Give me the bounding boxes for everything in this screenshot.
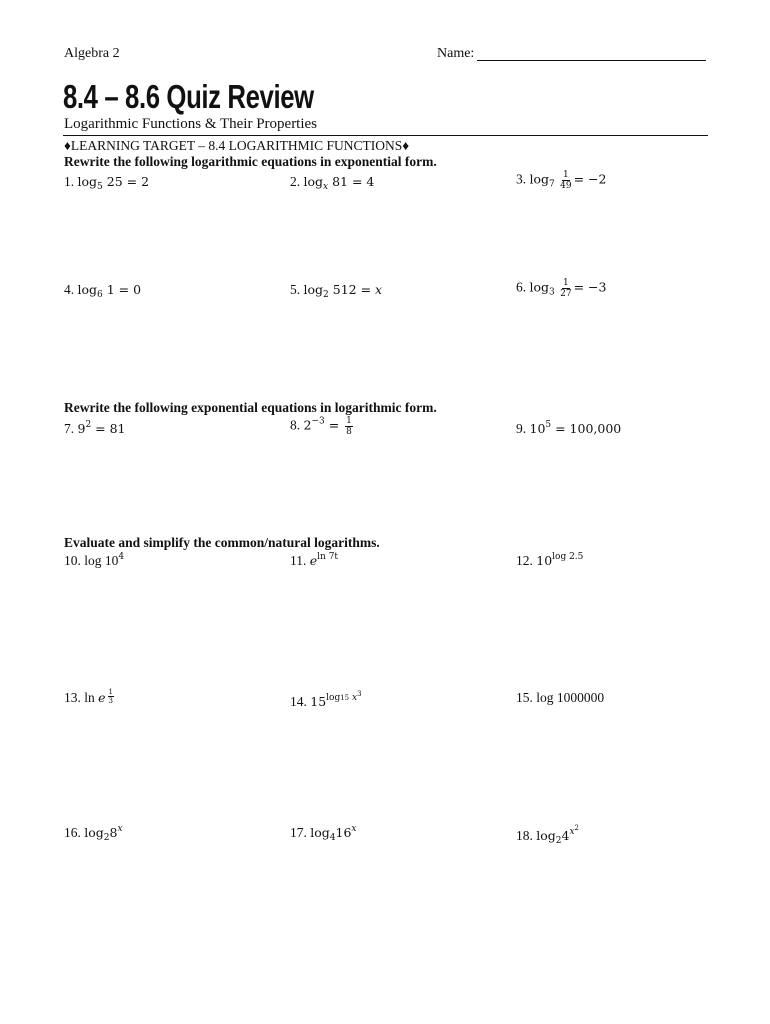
problem-1: 1. $\log_5 25 = 2$: [64, 174, 150, 192]
problem-17: 17. $\log_416^x$: [290, 824, 357, 843]
section-2-instruction: Rewrite the following exponential equations in logarithmic form.: [64, 400, 437, 415]
section-3-instruction: Evaluate and simplify the common/natural logarithms.: [64, 535, 380, 550]
learning-target: ♦LEARNING TARGET – 8.4 LOGARITHMIC FUNCTIONS♦: [64, 138, 410, 153]
problem-2: 2. $\log_x 81 = 4$: [290, 174, 375, 192]
page-title: 8.4 – 8.6 Quiz Review: [63, 78, 314, 115]
problem-12: 12. $10^{log 2.5}$: [516, 552, 584, 568]
problem-6: 6. $\log_3$ $\frac{1}{27}$ = −3: [516, 278, 607, 299]
problem-8: 8. $2^{-3}$ = $\frac{1}{8}$: [290, 416, 352, 437]
problem-14: 14. $15^{log15 x^3}$: [290, 690, 362, 709]
problem-15: 15. log 1000000: [516, 690, 605, 705]
problem-7: 7. $9^2 = 81$: [64, 420, 126, 436]
problem-4: 4. $\log_6 1 = 0$: [64, 282, 142, 300]
name-blank-line[interactable]: [477, 60, 706, 61]
problem-13: 13. ln e $\frac{1}{3}$: [64, 688, 114, 705]
name-label: Name:: [437, 46, 475, 61]
problem-9: 9. $10^5 = 100,000$: [516, 420, 622, 436]
problem-5: 5. $\log_2 512 = x$: [290, 282, 383, 300]
page-subtitle: Logarithmic Functions & Their Properties: [64, 116, 318, 132]
course-label: Algebra 2: [64, 46, 120, 61]
section-1-instruction: Rewrite the following logarithmic equations in exponential form.: [64, 154, 437, 169]
problem-18: 18. $\log_24^{x^2}$: [516, 824, 580, 846]
problem-16: 16. $\log_28^x$: [64, 824, 123, 843]
problem-10: 10. $\log 10^4$: [64, 552, 125, 568]
problem-11: 11. $e^{ln 7t}$: [290, 552, 339, 568]
problem-3: 3. $\log_7$ $\frac{1}{49}$ = −2: [516, 170, 607, 191]
header-divider: [63, 135, 708, 136]
